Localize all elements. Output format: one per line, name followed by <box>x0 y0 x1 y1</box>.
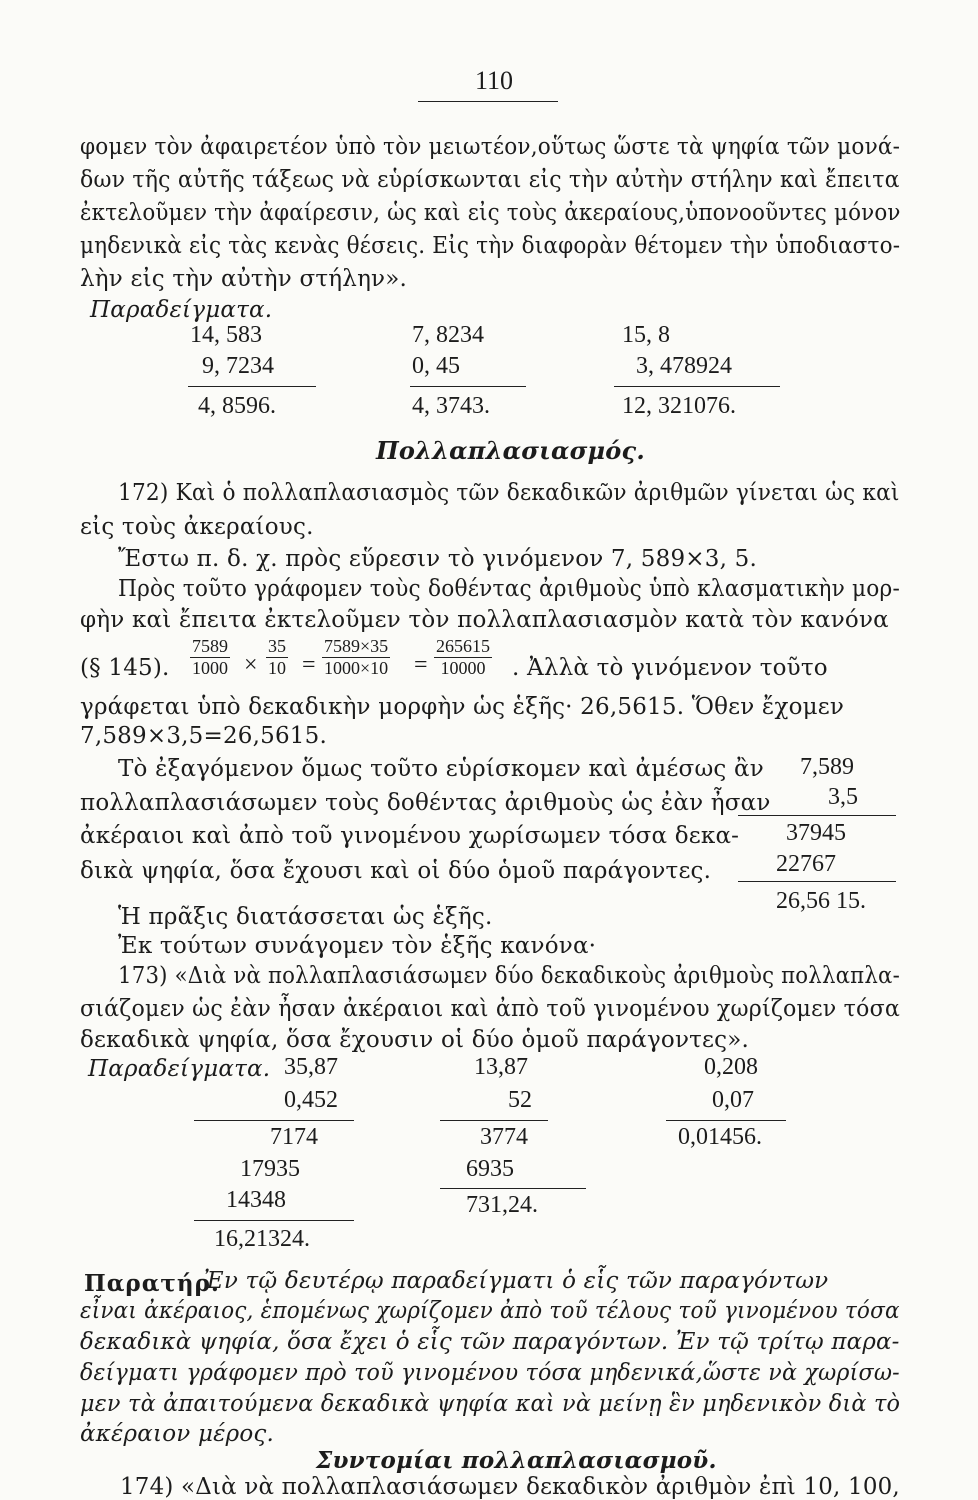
remark-line-2: εἶναι ἀκέραιος, ἑπομένως χωρίζομεν ἀπὸ τοῦ τέλους τοῦ γινομένου τόσα <box>80 1298 900 1324</box>
intro-line-5: λὴν εἰς τὴν αὐτὴν στήλην». <box>80 266 408 292</box>
sub-ex1-minuend: 14, 583 <box>190 322 262 348</box>
sub-ex3-result: 12, 321076. <box>622 393 736 419</box>
times-sign: × <box>244 652 258 678</box>
header-rule <box>418 101 558 102</box>
mult-ex2-factor-1: 13,87 <box>474 1054 528 1080</box>
subsection-title: Συντομίαι πολλαπλασιασμοῦ. <box>316 1447 717 1474</box>
fraction-3 <box>322 636 390 679</box>
mult-ex2-partial-1: 3774 <box>480 1124 528 1150</box>
mult-ex1-rule-1 <box>194 1120 354 1121</box>
p172-line-5: φὴν καὶ ἔπειτα ἐκτελοῦμεν τὸν πολλαπλασιασμὸν κατὰ τὸν κανόνα <box>80 607 889 633</box>
sub-ex1-subtrahend: 9, 7234 <box>202 353 274 379</box>
mult-ex2-partial-2: 6935 <box>466 1156 514 1182</box>
fraction-4 <box>434 636 492 679</box>
after-formula-line-2: 7,589×3,5=26,5615. <box>80 723 327 749</box>
sub-ex1-result: 4, 8596. <box>198 393 276 419</box>
sub-ex3-minuend: 15, 8 <box>622 322 670 348</box>
mult-ex1-partial-2: 17935 <box>240 1156 300 1182</box>
formula-tail: . Ἀλλὰ τὸ γινόμενον τοῦτο <box>512 655 828 681</box>
fraction-4-numerator: 265615 <box>436 636 490 656</box>
mult-ex2-factor-2: 52 <box>508 1087 532 1113</box>
side-calc-factor-2: 3,5 <box>828 784 858 810</box>
sub-ex3-rule <box>614 386 780 387</box>
sub-ex2-subtrahend: 0, 45 <box>412 353 460 379</box>
remark-line-4: δείγματι γράφομεν πρὸ τοῦ γινομένου τόσα μηδενικά,ὥστε νὰ χωρίσω- <box>80 1360 900 1386</box>
explain-line-4: δικὰ ψηφία, ὅσα ἔχουσι καὶ οἱ δύο ὁμοῦ παράγοντες. <box>80 858 712 884</box>
page-number: 110 <box>475 66 514 95</box>
mult-ex1-factor-2: 0,452 <box>284 1087 338 1113</box>
p172-line-1: 172) Καὶ ὁ πολλαπλασιασμὸς τῶν δεκαδικῶν ἀριθμῶν γίνεται ὡς καὶ <box>118 480 900 506</box>
side-calc-product: 26,56 15. <box>776 888 866 914</box>
p173-line-3: δεκαδικὰ ψηφία, ὅσα ἔχουσιν οἱ δύο ὁμοῦ παράγοντες». <box>80 1027 750 1053</box>
p173-line-2: σιάζομεν ὡς ἐὰν ἦσαν ἀκέραιοι καὶ ἀπὸ τοῦ γινομένου χωρίζομεν τόσα <box>80 996 901 1022</box>
formula-ref: (§ 145). <box>80 655 170 681</box>
mult-ex1-product: 16,21324. <box>214 1226 310 1252</box>
mult-ex1-rule-2 <box>194 1220 354 1221</box>
remark-line-5: μεν τὰ ἀπαιτούμενα δεκαδικὰ ψηφία καὶ νὰ μείνῃ ἓν μηδενικὸν διὰ τὸ <box>80 1391 901 1417</box>
fraction-2-numerator: 35 <box>268 636 286 656</box>
explain-line-2: πολλαπλασιάσωμεν τοὺς δοθέντας ἀριθμοὺς ὡς ἐὰν ἦσαν <box>80 790 771 816</box>
fraction-3-denominator: 1000×10 <box>324 658 389 678</box>
equals-sign-1: = <box>302 652 316 678</box>
fraction-1-numerator: 7589 <box>192 636 228 656</box>
rule-line-2: Ἐκ τούτων συνάγομεν τὸν ἑξῆς κανόνα· <box>118 933 597 959</box>
side-calc-rule-2 <box>738 881 896 882</box>
examples-label-2: Παραδείγματα. <box>88 1056 271 1082</box>
intro-line-1: φομεν τὸν ἀφαιρετέον ὑπὸ τὸν μειωτέον,οὕτως ὥστε τὰ ψηφία τῶν μονά- <box>80 134 901 160</box>
mult-ex3-rule <box>666 1120 786 1121</box>
section-title: Πολλαπλασιασμός. <box>376 436 645 465</box>
side-calc-factor-1: 7,589 <box>800 754 854 780</box>
mult-ex3-product: 0,01456. <box>678 1124 762 1150</box>
equals-sign-2: = <box>414 652 428 678</box>
remark-line-1: Ἐν τῷ δευτέρῳ παραδείγματι ὁ εἷς τῶν παραγόντων <box>204 1268 829 1294</box>
explain-line-3: ἀκέραιοι καὶ ἀπὸ τοῦ γινομένου χωρίσωμεν τόσα δεκα- <box>80 823 740 849</box>
fraction-3-numerator: 7589×35 <box>324 636 389 656</box>
fraction-1-denominator: 1000 <box>192 658 228 678</box>
mult-ex3-factor-2: 0,07 <box>712 1087 754 1113</box>
mult-ex1-partial-3: 14348 <box>226 1187 286 1213</box>
after-formula-line-1: γράφεται ὑπὸ δεκαδικὴν μορφὴν ὡς ἑξῆς· 26,5615. Ὅθεν ἔχομεν <box>80 694 845 720</box>
mult-ex1-partial-1: 7174 <box>270 1124 318 1150</box>
intro-line-4: μηδενικὰ εἰς τὰς κενὰς θέσεις. Εἰς τὴν διαφορὰν θέτομεν τὴν ὑποδιαστο- <box>80 233 901 259</box>
side-calc-rule-1 <box>738 815 896 816</box>
sub-ex3-subtrahend: 3, 478924 <box>636 353 732 379</box>
mult-ex3-factor-1: 0,208 <box>704 1054 758 1080</box>
p172-line-4: Πρὸς τοῦτο γράφομεν τοὺς δοθέντας ἀριθμοὺς ὑπὸ κλασματικὴν μορ- <box>118 576 901 602</box>
p172-line-3: Ἔστω π. δ. χ. πρὸς εὕρεσιν τὸ γινόμενον 7, 589×3, 5. <box>118 546 757 572</box>
fraction-1 <box>190 636 230 679</box>
explain-line-1: Τὸ ἐξαγόμενον ὅμως τοῦτο εὑρίσκομεν καὶ ἀμέσως ἂν <box>118 756 764 782</box>
intro-line-2: δων τῆς αὐτῆς τάξεως νὰ εὑρίσκωνται εἰς τὴν αὐτὴν στήλην καὶ ἔπειτα <box>80 167 900 193</box>
side-calc-partial-1: 37945 <box>786 820 846 846</box>
sub-ex2-minuend: 7, 8234 <box>412 322 484 348</box>
sub-ex2-result: 4, 3743. <box>412 393 490 419</box>
remark-heading: Παρατήρ. <box>84 1270 220 1297</box>
rule-line-1: Ἡ πρᾶξις διατάσσεται ὡς ἑξῆς. <box>118 904 493 930</box>
fraction-4-denominator: 10000 <box>440 658 486 678</box>
sub-ex2-rule <box>410 386 526 387</box>
fraction-2 <box>266 636 288 679</box>
mult-ex2-product: 731,24. <box>466 1192 538 1218</box>
remark-line-6: ἀκέραιον μέρος. <box>80 1421 275 1447</box>
fraction-2-denominator: 10 <box>268 658 286 678</box>
sub-ex1-rule <box>188 386 316 387</box>
mult-ex2-rule-2 <box>440 1188 586 1189</box>
mult-ex2-rule-1 <box>440 1120 548 1121</box>
p174-line: 174) «Διὰ νὰ πολλαπλασιάσωμεν δεκαδικὸν ἀριθμὸν ἐπὶ 10, 100, <box>120 1474 900 1500</box>
mult-ex1-factor-1: 35,87 <box>284 1054 338 1080</box>
intro-line-3: ἐκτελοῦμεν τὴν ἀφαίρεσιν, ὡς καὶ εἰς τοὺς ἀκεραίους,ὑπονοοῦντες μόνον <box>80 200 901 226</box>
remark-line-3: δεκαδικὰ ψηφία, ὅσα ἔχει ὁ εἷς τῶν παραγόντων. Ἐν τῷ τρίτῳ παρα- <box>80 1329 900 1355</box>
side-calc-partial-2: 22767 <box>776 851 836 877</box>
p172-line-2: εἰς τοὺς ἀκεραίους. <box>80 514 314 540</box>
examples-label-1: Παραδείγματα. <box>90 297 273 323</box>
p173-line-1: 173) «Διὰ νὰ πολλαπλασιάσωμεν δύο δεκαδικοὺς ἀριθμοὺς πολλαπλα- <box>118 963 900 989</box>
